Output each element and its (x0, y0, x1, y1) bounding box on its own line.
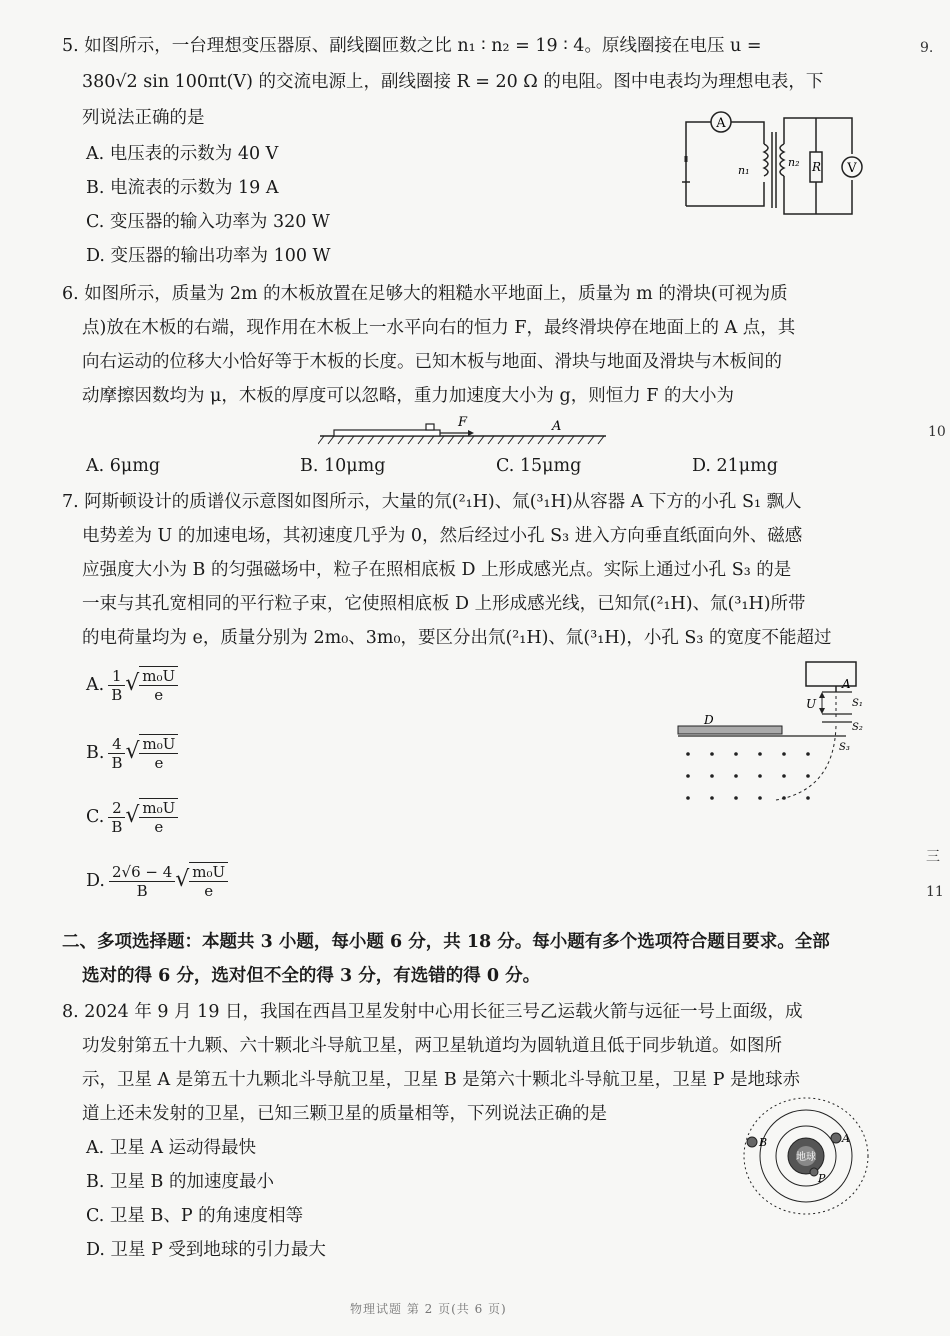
transformer-circuit-diagram (676, 104, 866, 220)
section2-title-line2: 选对的得 6 分，选对但不全的得 3 分，有选错的得 0 分。 (82, 966, 541, 986)
q6-option-c: C. 15μmg (496, 456, 582, 476)
board-slider-diagram (318, 414, 608, 448)
q8-option-b: B. 卫星 B 的加速度最小 (86, 1172, 274, 1192)
q5-option-a: A. 电压表的示数为 40 V (86, 144, 279, 164)
q5-option-c: C. 变压器的输入功率为 320 W (86, 212, 330, 232)
q8-stem-line3: 示，卫星 A 是第五十九颗北斗导航卫星，卫星 B 是第六十颗北斗导航卫星，卫星 P 是地球赤 (82, 1070, 801, 1090)
satellite-orbit-diagram (738, 1094, 874, 1218)
q8-option-c: C. 卫星 B、P 的角速度相等 (86, 1206, 304, 1226)
voltmeter-label: V (847, 161, 857, 176)
section2-title-line1: 二、多项选择题：本题共 3 小题，每小题 6 分，共 18 分。每小题有多个选项符合题目要求。全部 (62, 932, 830, 952)
s2-label: S₂ (852, 722, 863, 733)
sat-p-label: P (818, 1172, 826, 1185)
edge-fragment-san: 三 (926, 849, 940, 865)
resistor-label: R (812, 160, 822, 174)
n2-label: n₂ (788, 156, 800, 169)
q7-option-b: B. $\frac{4}{B}$ √ $\frac{\text{m₀U}}{e}$ (86, 734, 178, 772)
q7-option-c: C. $\frac{2}{B}$ √ $\frac{\text{m₀U}}{e}$ (86, 798, 178, 836)
ammeter-label: A (716, 116, 726, 131)
q6-stem-line3: 向右运动的位移大小恰好等于木板的长度。已知木板与地面、滑块与地面及滑块与木板间的 (82, 352, 782, 372)
point-a-label: A (552, 419, 562, 434)
force-f-label: F (458, 415, 468, 430)
earth-label: 地球 (796, 1152, 816, 1163)
q8-option-a: A. 卫星 A 运动得最快 (86, 1138, 257, 1158)
container-a-label: A (842, 677, 851, 691)
q8-stem-line2: 功发射第五十九颗、六十颗北斗导航卫星，两卫星轨道均为圆轨道且低于同步轨道。如图所 (82, 1036, 782, 1056)
q6-option-a: A. 6μmg (86, 456, 161, 476)
s1-label: S₁ (852, 698, 863, 709)
n1-label: n₁ (738, 164, 750, 177)
q7-stem-line1: 7. 阿斯顿设计的质谱仪示意图如图所示，大量的氘(²₁H)、氚(³₁H)从容器 A 下方的小孔 S₁ 飘人 (62, 492, 802, 512)
s3-label: S₃ (839, 742, 850, 753)
q8-stem-line1: 8. 2024 年 9 月 19 日，我国在西昌卫星发射中心用长征三号乙运载火箭与远征一号上面级，成 (62, 1002, 803, 1022)
voltage-u-label: U (806, 697, 817, 711)
edge-fragment-10: 10 (928, 424, 946, 440)
q6-option-d: D. 21μmg (692, 456, 778, 476)
page-footer: 物理试题 第 2 页(共 6 页) (350, 1302, 507, 1316)
q7-option-a: A. $\frac{1}{B}$ √ $\frac{\text{m₀U}}{e}$ (86, 666, 178, 704)
q7-stem-line3: 应强度大小为 B 的匀强磁场中，粒子在照相底板 D 上形成感光点。实际上通过小孔 S₃ 的是 (82, 560, 792, 580)
q5-stem-line2: 380√2 sin 100πt(V) 的交流电源上，副线圈接 R = 20 Ω 的电阻。图中电表均为理想电表，下 (82, 72, 824, 92)
mass-spectrometer-diagram (676, 660, 868, 810)
q5-stem-line1: 5. 如图所示，一台理想变压器原、副线圈匝数之比 n₁ ∶ n₂ = 19 ∶ 4。原线圈接在电压 u = (62, 36, 762, 56)
q6-option-b: B. 10μmg (300, 456, 386, 476)
sat-b-label: B (759, 1136, 768, 1149)
q7-option-d: D. $\frac{2√6 - 4}{B}$ √ $\frac{\text{m₀U}}{e}$ (86, 862, 228, 900)
q5-option-b: B. 电流表的示数为 19 A (86, 178, 279, 198)
plate-d-label: D (704, 713, 714, 727)
edge-fragment-11: 11 (926, 884, 944, 900)
q6-stem-line2: 点)放在木板的右端，现作用在木板上一水平向右的恒力 F，最终滑块停在地面上的 A 点，其 (82, 318, 796, 338)
q7-stem-line4: 一束与其孔宽相同的平行粒子束，它使照相底板 D 上形成感光线，已知氘(²₁H)、氚(³₁H)所带 (82, 594, 806, 614)
edge-fragment-9: 9. (920, 40, 934, 56)
q5-stem-line3: 列说法正确的是 (82, 108, 205, 128)
sat-a-label: A (842, 1132, 850, 1145)
q5-option-d: D. 变压器的输出功率为 100 W (86, 246, 331, 266)
q6-stem-line1: 6. 如图所示，质量为 2m 的木板放置在足够大的粗糙水平地面上，质量为 m 的滑块(可视为质 (62, 284, 788, 304)
q6-stem-line4: 动摩擦因数均为 μ，木板的厚度可以忽略，重力加速度大小为 g，则恒力 F 的大小为 (82, 386, 734, 406)
q8-stem-line4: 道上还未发射的卫星，已知三颗卫星的质量相等，下列说法正确的是 (82, 1104, 607, 1124)
q7-stem-line5: 的电荷量均为 e，质量分别为 2m₀、3m₀，要区分出氘(²₁H)、氚(³₁H)，小孔 S₃ 的宽度不能超过 (82, 628, 832, 648)
q7-stem-line2: 电势差为 U 的加速电场，其初速度几乎为 0，然后经过小孔 S₃ 进入方向垂直纸面向外、磁感 (82, 526, 803, 546)
q8-option-d: D. 卫星 P 受到地球的引力最大 (86, 1240, 326, 1260)
